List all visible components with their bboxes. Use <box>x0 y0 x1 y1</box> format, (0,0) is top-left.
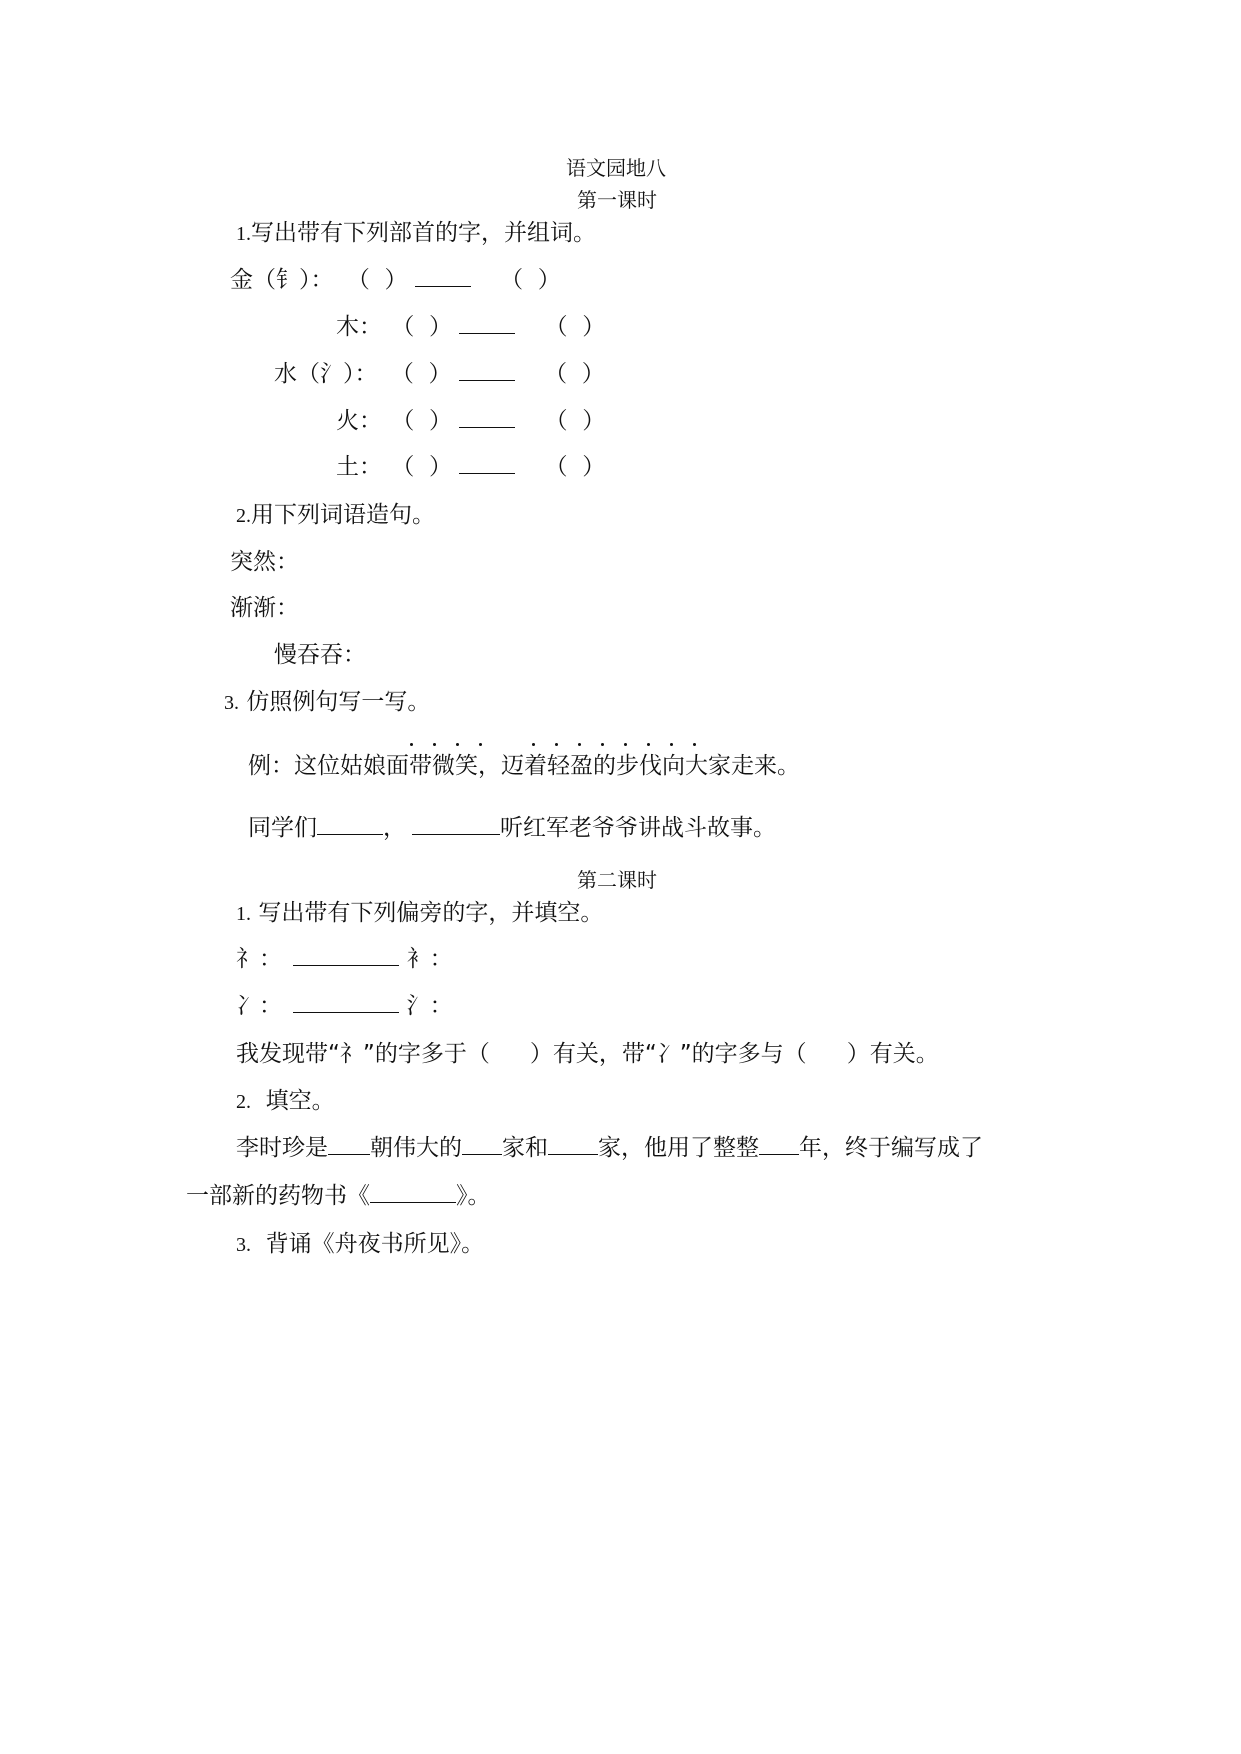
char-paren[interactable]: （ ） <box>391 408 452 434</box>
char-paren[interactable]: （ ） <box>544 361 605 387</box>
radical-pair-row-1 <box>236 944 453 974</box>
fill-blank[interactable] <box>370 1182 456 1203</box>
char-paren[interactable]: （ ） <box>391 454 452 480</box>
sentence-word-turan: 突然： <box>230 549 299 575</box>
word-blank[interactable] <box>459 407 515 428</box>
fill-blank[interactable] <box>548 1134 598 1155</box>
radical-label: 火： <box>336 408 382 434</box>
radical-row-shui <box>274 359 605 389</box>
char-paren[interactable]: （ ） <box>390 361 452 387</box>
fill-blank[interactable] <box>759 1134 799 1155</box>
word-blank[interactable] <box>459 313 515 334</box>
l1-q3 <box>224 687 430 718</box>
char-paren[interactable]: （ ） <box>544 314 606 340</box>
radical-label: 水（氵）： <box>274 361 378 387</box>
radical-label: 衤： <box>406 946 453 972</box>
radical-row-huo <box>336 406 605 436</box>
question-text: 写出带有下列部首的字，并组词。 <box>251 220 596 246</box>
radical-row-tu <box>336 452 605 482</box>
radical-row-jin <box>230 265 561 295</box>
radical-label: 冫： <box>236 993 282 1019</box>
question-number: 1. <box>236 903 251 925</box>
word-blank[interactable] <box>459 453 515 474</box>
imitation-sentence: 同学们 ， 听红军老爷爷讲战斗故事。 <box>248 815 776 841</box>
discovery-sentence: 我发现带“礻”的字多于（ ）有关，带“冫”的字多与（ ）有关。 <box>236 1041 939 1067</box>
example-sentence: 例：这位姑娘面带微笑，迈着轻盈的步伐向大家走来。 <box>248 753 800 779</box>
lesson2-heading: 第二课时 <box>577 868 657 892</box>
fill-paragraph-line-1: 李时珍是 朝伟大的 家和 家，他用了整整 年，终于编写成了 <box>236 1135 983 1161</box>
question-number: 2. <box>236 505 251 527</box>
question-text: 填空。 <box>265 1088 335 1114</box>
question-number: 3. <box>236 1234 251 1256</box>
char-paren[interactable]: （ ） <box>500 267 561 293</box>
fill-paragraph-line-2: 一部新的药物书《 》。 <box>186 1183 491 1209</box>
char-paren[interactable]: （ ） <box>391 314 452 340</box>
fill-blank[interactable] <box>328 1134 370 1155</box>
fill-blank[interactable] <box>412 814 500 835</box>
page-title: 语文园地八 <box>566 156 666 180</box>
radical-label: 礻： <box>236 946 282 972</box>
question-text: 仿照例句写一写。 <box>246 689 431 715</box>
sentence-word-mantuntun: 慢吞吞： <box>274 642 366 668</box>
radical-pair-row-2 <box>236 991 453 1021</box>
l2-q3 <box>236 1229 484 1260</box>
char-paren[interactable]: （ ） <box>346 267 408 293</box>
question-number: 3. <box>224 692 239 714</box>
l1-q2 <box>236 500 435 531</box>
question-text: 用下列词语造句。 <box>251 502 435 528</box>
question-text: 写出带有下列偏旁的字，并填空。 <box>258 900 604 926</box>
fill-blank[interactable] <box>462 1134 502 1155</box>
radical-label: 木： <box>336 314 382 340</box>
char-blank[interactable] <box>293 945 399 966</box>
question-text: 背诵《舟夜书所见》。 <box>265 1231 485 1257</box>
l2-q1 <box>236 898 603 929</box>
radical-label: 土： <box>336 454 382 480</box>
l2-q2 <box>236 1086 335 1117</box>
char-paren[interactable]: （ ） <box>544 454 606 480</box>
word-blank[interactable] <box>415 266 471 287</box>
radical-row-mu <box>336 312 605 342</box>
question-number: 2. <box>236 1091 251 1113</box>
question-number: 1. <box>236 223 251 245</box>
radical-label: 金（钅）： <box>230 267 334 293</box>
sentence-word-jianjian: 渐渐： <box>230 595 299 621</box>
l1-q1 <box>236 218 596 249</box>
char-blank[interactable] <box>293 992 399 1013</box>
fill-blank[interactable] <box>317 814 383 835</box>
word-blank[interactable] <box>459 360 515 381</box>
radical-label: 氵： <box>406 993 453 1019</box>
lesson1-heading: 第一课时 <box>577 188 657 212</box>
char-paren[interactable]: （ ） <box>544 408 606 434</box>
